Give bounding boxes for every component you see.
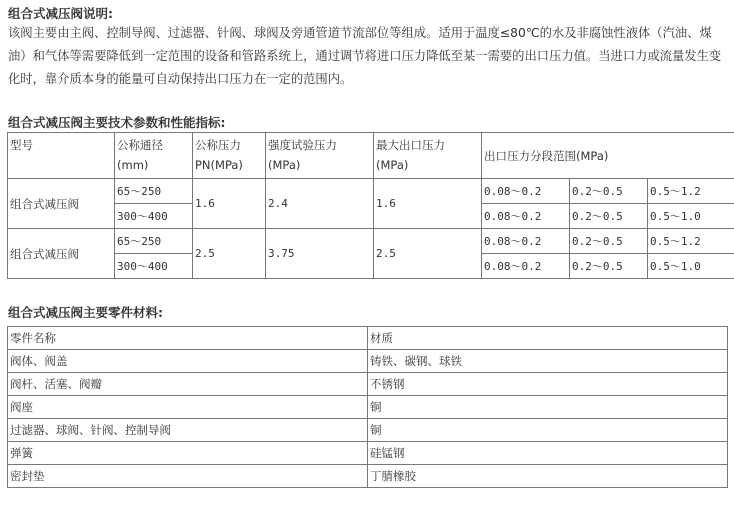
header-model: 型号 (8, 133, 115, 179)
material-cell: 硅锰钢 (368, 442, 728, 465)
material-cell: 铜 (368, 396, 728, 419)
table-row (8, 442, 728, 465)
nominal-diameter-cell: 300～400 (115, 254, 193, 279)
part-name-cell: 阀杆、活塞、阀瓣 (8, 373, 368, 396)
tech-params-title: 组合式减压阀主要技术参数和性能指标: (8, 115, 226, 130)
range-mid-cell: 0.2～0.5 (570, 204, 648, 229)
table-row (8, 465, 728, 488)
range-low-cell: 0.08～0.2 (482, 254, 570, 279)
test-pressure-cell: 2.4 (266, 179, 374, 229)
nominal-pressure-cell: 2.5 (193, 229, 266, 279)
table-row (8, 396, 728, 419)
range-low-cell: 0.08～0.2 (482, 204, 570, 229)
intro-paragraph: 该阀主要由主阀、控制导阀、过滤器、针阀、球阀及旁通管道节流部位等组成。适用于温度≤80℃的水及非腐蚀性液体（汽油、煤油）和气体等需要降低到一定范围的设备和管路系统上，通过调节将进口压力降低至某一需要的出口压力值。当进口力或流量发生变化时，靠介质本身的能量可自动保持出口压力在一定的范围内。 (8, 26, 722, 86)
table-row (8, 179, 734, 204)
range-low-cell: 0.08～0.2 (482, 179, 570, 204)
range-high-cell: 0.5～1.0 (648, 204, 734, 229)
parts-materials-table (7, 326, 728, 488)
intro-title: 组合式减压阀说明: (8, 6, 113, 21)
part-name-cell: 过滤器、球阀、针阀、控制导阀 (8, 419, 368, 442)
header-part-name: 零件名称 (8, 327, 368, 350)
header-material: 材质 (368, 327, 728, 350)
nominal-diameter-cell: 300～400 (115, 204, 193, 229)
tech-params-table (7, 132, 734, 279)
header-outlet-pressure-range: 出口压力分段范围(MPa) (482, 133, 734, 179)
range-high-cell: 0.5～1.2 (648, 229, 734, 254)
part-name-cell: 阀体、阀盖 (8, 350, 368, 373)
nominal-pressure-cell: 1.6 (193, 179, 266, 229)
max-outlet-pressure-cell: 1.6 (374, 179, 482, 229)
range-high-cell: 0.5～1.0 (648, 254, 734, 279)
part-name-cell: 弹簧 (8, 442, 368, 465)
range-mid-cell: 0.2～0.5 (570, 254, 648, 279)
parts-materials-title: 组合式减压阀主要零件材料: (8, 305, 163, 320)
header-nominal-diameter: 公称通径 (mm) (115, 133, 193, 179)
header-max-outlet-pressure: 最大出口压力 (MPa) (374, 133, 482, 179)
material-cell: 铸铁、碳钢、球铁 (368, 350, 728, 373)
material-cell: 不锈钢 (368, 373, 728, 396)
table-row (8, 229, 734, 254)
material-cell: 铜 (368, 419, 728, 442)
nominal-diameter-cell: 65～250 (115, 229, 193, 254)
max-outlet-pressure-cell: 2.5 (374, 229, 482, 279)
header-test-pressure: 强度试验压力 (MPa) (266, 133, 374, 179)
table-row (8, 373, 728, 396)
header-nominal-pressure: 公称压力 PN(MPa) (193, 133, 266, 179)
part-name-cell: 密封垫 (8, 465, 368, 488)
range-low-cell: 0.08～0.2 (482, 229, 570, 254)
range-high-cell: 0.5～1.2 (648, 179, 734, 204)
material-cell: 丁腈橡胶 (368, 465, 728, 488)
model-cell: 组合式减压阀 (8, 229, 115, 279)
model-cell: 组合式减压阀 (8, 179, 115, 229)
table-row (8, 350, 728, 373)
range-mid-cell: 0.2～0.5 (570, 229, 648, 254)
range-mid-cell: 0.2～0.5 (570, 179, 648, 204)
parts-header-row (8, 327, 728, 350)
part-name-cell: 阀座 (8, 396, 368, 419)
test-pressure-cell: 3.75 (266, 229, 374, 279)
tech-header-row (8, 133, 734, 179)
table-row (8, 419, 728, 442)
nominal-diameter-cell: 65～250 (115, 179, 193, 204)
